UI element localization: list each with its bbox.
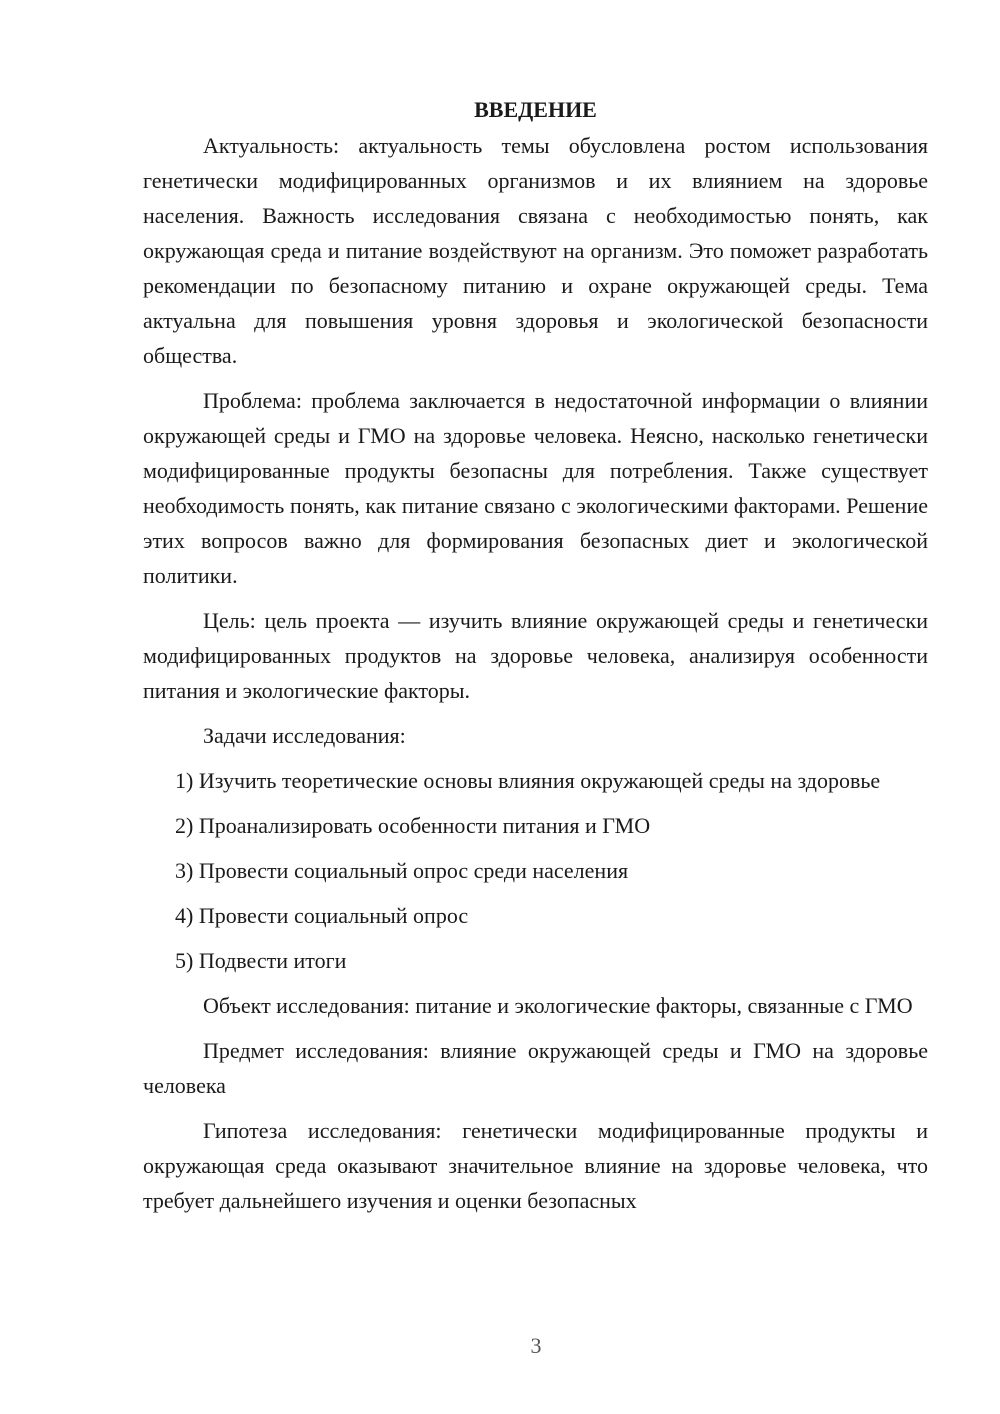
task-item: 3) Провести социальный опрос среди населения [175,858,629,883]
paragraph-goal: Цель: цель проекта — изучить влияние окружающей среды и генетически модифицированных продуктов на здоровье человека, анализируя особенности питания и экологические факторы. [143,608,928,703]
tasks-heading: Задачи исследования: [203,723,406,748]
paragraph-subject: Предмет исследования: влияние окружающей среды и ГМО на здоровье человека [143,1038,928,1098]
page-number: 3 [530,1333,542,1358]
task-item: 5) Подвести итоги [175,948,347,973]
paragraph-hypothesis: Гипотеза исследования: генетически модифицированные продукты и окружающая среда оказывают значительное влияние на здоровье человека, что требует дальнейшего изучения и оценки безопасных [143,1118,928,1213]
task-item: 1) Изучить теоретические основы влияния окружающей среды на здоровье [175,768,881,793]
paragraph-relevance: Актуальность: актуальность темы обусловлена ростом использования генетически модифицированных организмов и их влиянием на здоровье населения. Важность исследования связана с необходимостью понять, как окружающая среда и питание воздействуют на организм. Это поможет разработать рекомендации по безопасному питанию и охране окружающей среды. Тема актуальна для повышения уровня здоровья и экологической безопасности общества. [143,133,928,368]
page-content [143,92,928,1228]
paragraph-object: Объект исследования: питание и экологические факторы, связанные с ГМО [203,993,913,1018]
task-item: 4) Провести социальный опрос [175,903,469,928]
task-item: 2) Проанализировать особенности питания и ГМО [175,813,651,838]
section-title: ВВЕДЕНИЕ [474,97,597,122]
paragraph-problem: Проблема: проблема заключается в недостаточной информации о влиянии окружающей среды и ГМО на здоровье человека. Неясно, насколько генетически модифицированные продукты безопасны для потребления. Также существует необходимость понять, как питание связано с экологическими факторами. Решение этих вопросов важно для формирования безопасных диет и экологической политики. [143,388,928,588]
